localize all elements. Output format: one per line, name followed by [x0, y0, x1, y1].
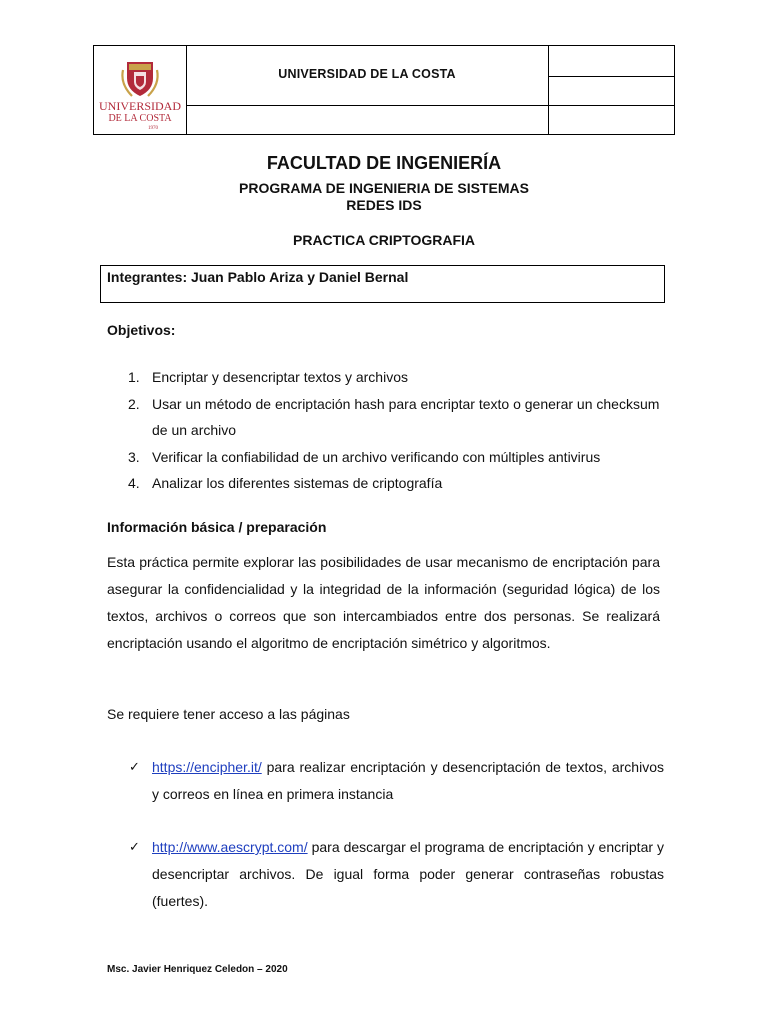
- list-item: [126, 470, 666, 497]
- header-right-cell-1: [548, 46, 674, 77]
- header-title-cell: [186, 46, 549, 106]
- header-right-cell-3: [548, 105, 674, 134]
- resource-text: [152, 834, 664, 915]
- logo-year: 1970: [148, 126, 158, 130]
- info-heading: Información básica / preparación: [107, 519, 327, 535]
- header-empty-cell: [186, 105, 549, 134]
- item-number: 3.: [128, 448, 140, 465]
- objectives-heading: Objetivos:: [107, 322, 176, 338]
- access-intro: Se requiere tener acceso a las páginas: [107, 706, 350, 722]
- item-text: Analizar los diferentes sistemas de criptografía: [152, 475, 443, 491]
- list-item: [126, 391, 666, 444]
- resource-item: [129, 754, 664, 808]
- list-item: [126, 364, 666, 391]
- info-paragraph: Esta práctica permite explorar las posibilidades de usar mecanismo de encriptación para asegurar la confidencialidad y la integridad de la información (seguridad lógica) de los textos, archivos o correos que son intercambiados entre dos personas. Se realizará encriptación usando el algoritmo de encriptación simétrico y algoritmos.: [107, 554, 660, 651]
- item-text: Usar un método de encriptación hash para encriptar texto o generar un checksum de un archivo: [152, 395, 660, 438]
- resource-item: [129, 834, 664, 915]
- university-logo: [98, 52, 182, 130]
- item-text: Verificar la confiabilidad de un archivo verificando con múltiples antivirus: [152, 448, 601, 465]
- footer-author: Msc. Javier Henriquez Celedon – 2020: [107, 964, 288, 975]
- list-item: [126, 444, 666, 471]
- logo-cell: [94, 46, 187, 134]
- header-right-cell-2: [548, 76, 674, 106]
- program-title: PROGRAMA DE INGENIERIA DE SISTEMAS: [239, 180, 529, 196]
- objectives-list: [126, 364, 666, 497]
- item-text: Encriptar y desencriptar textos y archivos: [152, 369, 408, 385]
- item-number: 4.: [128, 475, 140, 491]
- resource-description: para descargar el programa de encriptación y encriptar y desencriptar archivos. De igual forma poder generar contraseñas robustas (fuertes).: [152, 839, 664, 909]
- members-text: Integrantes: Juan Pablo Ariza y Daniel Bernal: [107, 269, 409, 285]
- resource-description: para realizar encriptación y desencriptación de textos, archivos y correos en línea en primera instancia: [152, 759, 664, 802]
- logo-text-bottom: DE LA COSTA: [108, 113, 172, 124]
- checkmark-icon: ✓: [129, 760, 140, 775]
- encipher-link[interactable]: https://encipher.it/: [152, 759, 262, 775]
- resource-text: [152, 754, 664, 808]
- faculty-title: FACULTAD DE INGENIERÍA: [266, 153, 502, 173]
- checkmark-icon: ✓: [129, 840, 140, 855]
- logo-text-top: UNIVERSIDAD: [99, 99, 181, 113]
- course-title: REDES IDS: [346, 197, 422, 213]
- header-table: [93, 45, 675, 135]
- aescrypt-link[interactable]: http://www.aescrypt.com/: [152, 839, 308, 855]
- practice-title: PRACTICA CRIPTOGRAFIA: [293, 232, 475, 248]
- members-box: [100, 265, 665, 303]
- item-number: 2.: [128, 395, 140, 412]
- item-number: 1.: [128, 369, 140, 385]
- university-name: UNIVERSIDAD DE LA COSTA: [278, 67, 456, 81]
